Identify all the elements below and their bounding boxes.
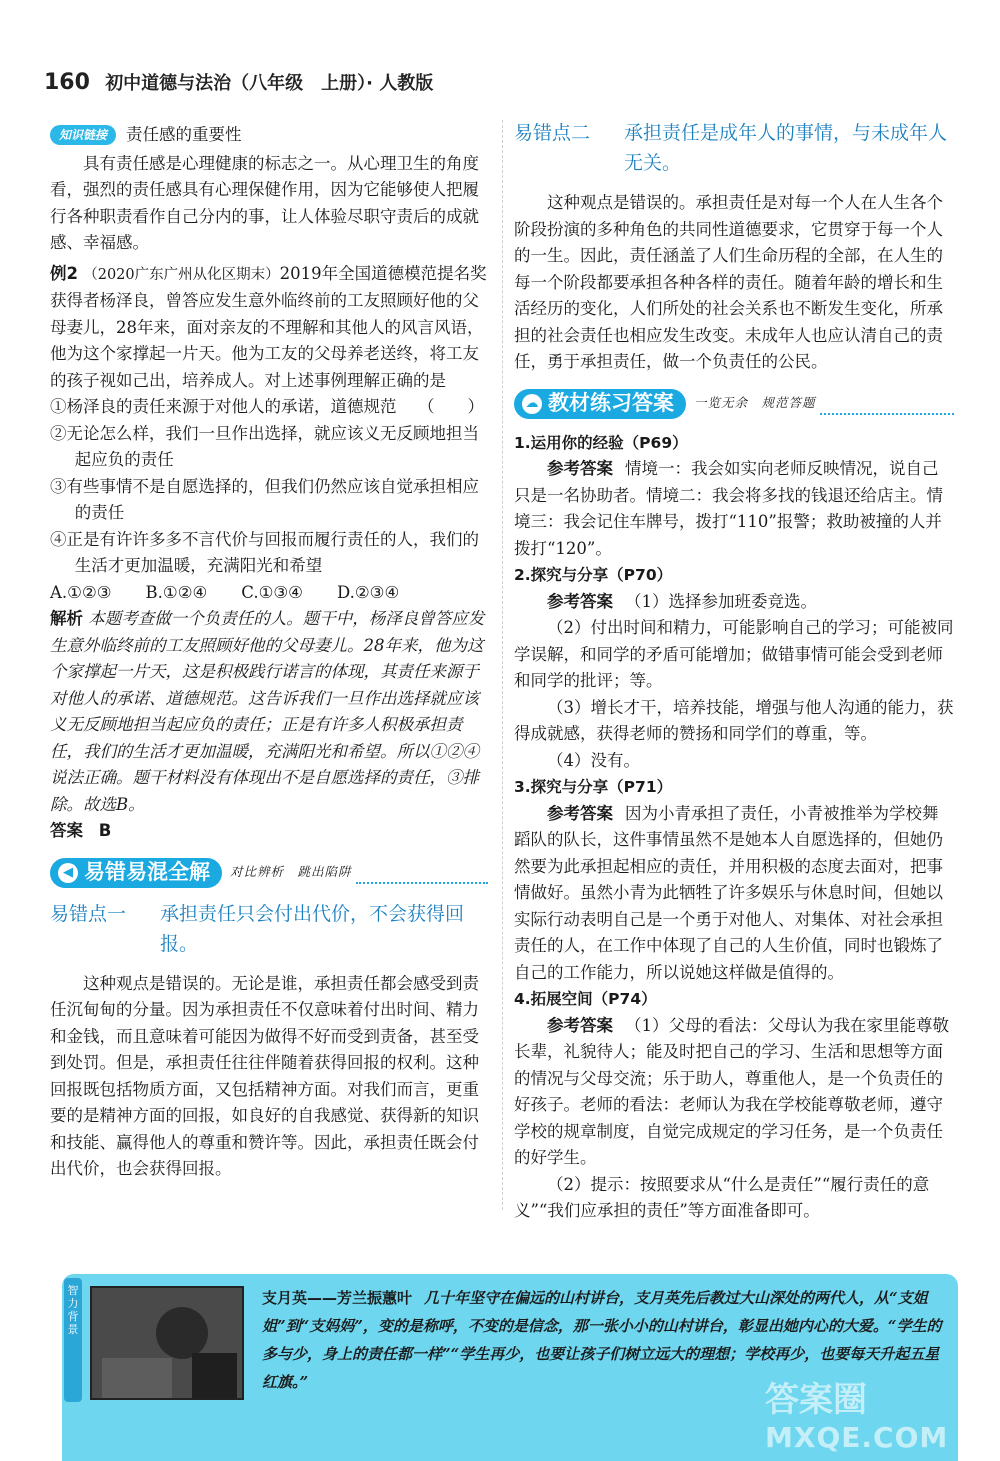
banner-common-errors-sub: 对比辨析 跳出陷阱: [230, 864, 352, 880]
option-d: D.②③④: [336, 582, 400, 602]
error-point-1-heading: [50, 899, 488, 959]
left-column: [50, 122, 488, 1183]
q3-answer-text: 因为小青承担了责任，小青被推举为学校舞蹈队的队长，这件事情虽然不是她本人自愿选择的，但她仍然要为此承担起相应的责任，并用积极的态度去面对，把事情做好。虽然小青为此牺牲了许多娱乐与休息时间，但她以实际行动表明自己是一个勇于对他人、对集体、对社会承担责任的人，在工作中体现了自己的人生价值，同时也锻炼了自己的工作能力，所以说她这样做是值得的。: [514, 803, 943, 982]
knowledge-link-text: 具有责任感是心理健康的标志之一。从心理卫生的角度看，强烈的责任感具有心理保健作用，因为它能够使人把履行各种职责看作自己分内的事，让人体验尽职守责后的成就感、幸福感。: [50, 153, 479, 252]
banner-textbook-answers: [514, 388, 954, 420]
q1-answer-text: 情境一：我会如实向老师反映情况，说自己只是一名协助者。情境二：我会将多找的钱退还给店主。情境三：我会记住车牌号，拨打“110”报警；救助被撞的人并拨打“120”。: [514, 459, 943, 558]
error-point-2-text: 这种观点是错误的。承担责任是对每一个人在人生各个阶段扮演的多种角色的共同性道德要求，它贯穿于每一个人的一生。因此，责任涵盖了人们生命历程的全部，在人生的每一个阶段都要承担各种各样的责任。随着年龄的增长和生活经历的变化，人们所处的社会关系也不断发生变化，所承担的社会责任也相应发生改变。未成年人也应认清自己的责任，勇于承担责任，做一个负责任的公民。: [514, 193, 943, 371]
analysis-text: 本题考查做一个负责任的人。题干中，杨泽良曾答应发生意外临终前的工友照顾好他的父母妻儿。28年来，他为这个家撑起一片天，这是积极践行诺言的体现，其责任来源于对他人的承诺、道德规范。这告诉我们一旦作出选择就应该义无反顾地担当起应负的责任；正是有许多人积极承担责任，我们的生活才更加温暖，充满阳光和希望。所以①②④说法正确。题干材料没有体现出不是自愿选择的责任，③排除。故选B。: [50, 609, 485, 814]
error-point-2-label: 易错点二: [514, 122, 591, 144]
error-point-1-text: 这种观点是错误的。无论是谁，承担责任都会感受到责任沉甸甸的分量。因为承担责任不仅意味着付出时间、精力和金钱，而且意味着可能因为做得不好而受到责备，甚至受到处罚。但是，承担责任往往伴随着获得回报的权利。这种回报既包括物质方面，又包括精神方面。对我们而言，更重要的是精神方面的回报，如良好的自我感觉、获得新的知识和技能、赢得他人的尊重和赞许等。因此，承担责任既会付出代价，也会获得回报。: [50, 973, 479, 1178]
banner-textbook-answers-sub: 一览无余 规范答题: [694, 395, 816, 411]
banner-common-errors-title: 易错易混全解: [84, 860, 210, 885]
banner-textbook-answers-title: 教材练习答案: [548, 391, 674, 416]
option-c: C.①③④: [241, 582, 303, 602]
error-point-1-title: 承担责任只会付出代价，不会获得回报。: [160, 902, 465, 955]
knowledge-link-badge: 知识链接: [50, 125, 116, 145]
q2-item-1: （1）选择参加班委竞选。: [625, 591, 817, 611]
watermark: [765, 1380, 995, 1460]
q2-item-4: （4）没有。: [547, 750, 640, 770]
q2-title: 2.探究与分享（P70）: [514, 566, 673, 584]
knowledge-link-header: [50, 122, 488, 149]
ref-label: 参考答案: [547, 803, 613, 823]
statement-2: ②无论怎么样，我们一旦作出选择，就应该义无反顾地担当起应负的责任: [50, 423, 479, 469]
story-photo: [90, 1286, 244, 1400]
q2-item-3: （3）增长才干，培养技能，增强与他人沟通的能力，获得成就感，获得老师的赞扬和同学们的尊重，等。: [514, 697, 954, 743]
example-stem-text: 2019年全国道德模范提名奖获得者杨泽良，曾答应发生意外临终前的工友照顾好他的父母妻儿，28年来，面对亲友的不理解和其他人的风言风语，他为这个家撑起一片天。他为工友的父母养老送终，将工友的孩子视如己出，培养成人。对上述事例理解正确的是: [50, 263, 487, 390]
example-source: （2020广东广州从化区期末）: [83, 266, 280, 283]
option-a: A.①②③: [50, 582, 112, 602]
knowledge-link-title: 责任感的重要性: [126, 125, 242, 144]
q1-answer: [514, 456, 954, 562]
ref-label: 参考答案: [547, 591, 613, 611]
watermark-line-2: MXQE.COM: [765, 1421, 949, 1454]
option-b: B.①②④: [145, 582, 208, 602]
q4-answer-text-1: （1）父母的看法：父母认为我在家里能尊敬长辈，礼貌待人；能及时把自己的学习、生活和思想等方面的情况与父母交流；乐于助人，尊重他人，是一个负责任的好孩子。老师的看法：老师认为我在学校能尊敬老师，遵守学校的规章制度，自觉完成规定的学习任务，是一个负责任的好学生。: [514, 1015, 949, 1167]
megaphone-icon: ◀: [58, 863, 78, 883]
analysis: [50, 606, 488, 818]
banner-dotted-line: [820, 393, 954, 415]
banner-common-errors-pill: [50, 858, 222, 888]
answer-label: 答案: [50, 821, 83, 840]
q1-title: 1.运用你的经验（P69）: [514, 433, 688, 452]
right-column: [514, 122, 954, 1225]
q2-item-2: （2）付出时间和精力，可能影响自己的学习；可能被同学误解，和同学的矛盾可能增加；做错事情可能会受到老师和同学的批评；等。: [514, 618, 954, 690]
column-divider: [502, 120, 503, 1210]
options-row: [50, 580, 488, 607]
page-number: 160: [44, 70, 90, 95]
ref-label: 参考答案: [547, 459, 613, 478]
story-tab: 智力背景: [64, 1278, 82, 1402]
portrait-image-icon: [92, 1288, 242, 1398]
statement-1: ①杨泽良的责任来源于对他人的承诺，道德规范: [50, 397, 397, 416]
answer-line: [50, 818, 488, 845]
story-body: 几十年坚守在偏远的山村讲台，支月英先后教过大山深处的两代人，从“支姐姐”到“支妈妈”，变的是称呼，不变的是信念，那一张小小的山村讲台，彰显出她内心的大爱。“学生的多与少，身上的责任都一样”“学生再少，也要让孩子们树立远大的理想；学校再少，也要每天升起五星红旗。”: [262, 1289, 942, 1391]
statement-3: ③有些事情不是自愿选择的，但我们仍然应该自觉承担相应的责任: [50, 476, 479, 522]
cloud-icon: ☁: [522, 394, 542, 414]
banner-common-errors: [50, 857, 488, 889]
q2-answer-1: [514, 589, 954, 616]
book-title: 初中道德与法治（八年级 上册）· 人教版: [105, 73, 434, 94]
q4-answer-text-2: （2）提示：按照要求从“什么是责任”“履行责任的意义”“我们应承担的责任”等方面准备即可。: [514, 1174, 930, 1220]
story-name: 支月英——芳兰振蕙叶: [262, 1289, 413, 1307]
banner-textbook-answers-pill: [514, 389, 686, 419]
q4-title: 4.拓展空间（P74）: [514, 990, 657, 1008]
answer-value: B: [98, 821, 112, 840]
page-header: [44, 70, 956, 104]
answer-paren: （ ）: [418, 397, 484, 416]
example-label: 例2: [50, 263, 78, 283]
q4-answer: [514, 1013, 954, 1172]
banner-dotted-line: [356, 862, 488, 884]
watermark-line-1: 答案圈: [765, 1380, 867, 1420]
error-point-2-title: 承担责任是成年人的事情，与未成年人无关。: [624, 122, 948, 174]
error-point-1-label: 易错点一: [50, 902, 127, 925]
analysis-label: 解析: [50, 609, 83, 628]
q3-title: 3.探究与分享（P71）: [514, 778, 673, 796]
q3-answer: [514, 801, 954, 987]
statement-4: ④正是有许许多多不言代价与回报而履行责任的人，我们的生活才更加温暖，充满阳光和希望: [50, 529, 479, 575]
error-point-2-heading: [514, 118, 954, 178]
ref-label: 参考答案: [547, 1015, 613, 1035]
